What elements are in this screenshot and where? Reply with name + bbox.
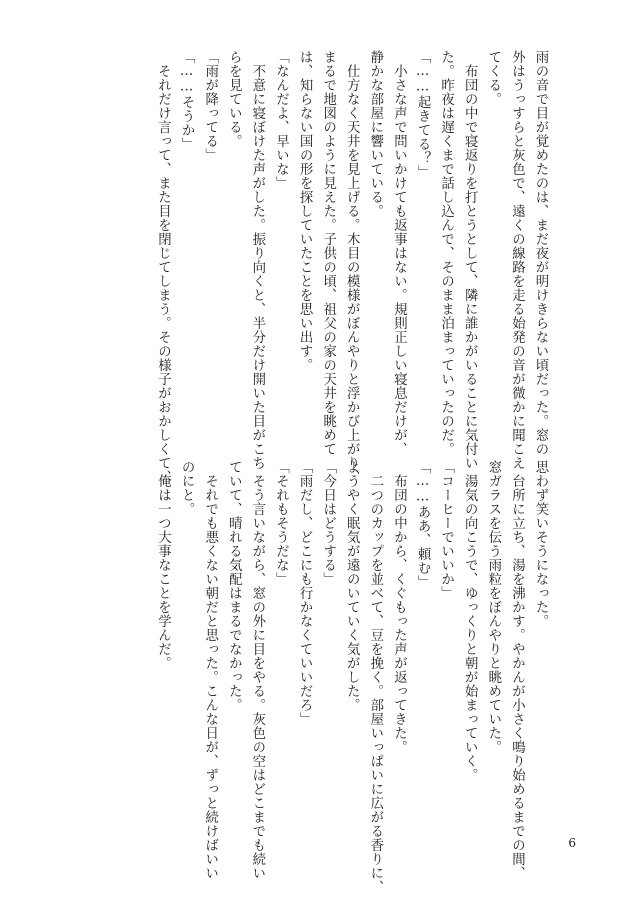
- text-line: 俺は一つ大事なことを学んだ。: [155, 460, 171, 670]
- text-line: 静かな部屋に響いている。: [367, 50, 383, 218]
- text-block-top: [151, 50, 552, 484]
- text-line: それでも悪くない朝だと思った。こんな日が、ずっと続けばいい: [202, 460, 218, 880]
- text-line: 「……そうか」: [179, 50, 195, 152]
- text-line: 「コーヒーでいいか」: [438, 460, 454, 600]
- text-line: 小さな声で問いかけても返事はない。規則正しい寝息だけが、: [391, 50, 407, 456]
- text-line: た。昨夜は遅くまで話し込んで、そのまま泊まっていったのだ。: [438, 50, 454, 456]
- text-line: 外はうっすらと灰色で、遠くの線路を走る始発の音が微かに聞こえ: [509, 50, 525, 470]
- text-line: 仕方なく天井を見上げる。木目の模様がぼんやりと浮かび上がり、: [344, 50, 360, 484]
- text-line: 二つのカップを並べて、豆を挽く。部屋いっぱいに広がる香りに、: [367, 460, 383, 894]
- text-line: 不意に寝ぼけた声がした。振り向くと、半分だけ開いた目がこち: [249, 50, 265, 470]
- page-number: 6: [568, 836, 576, 850]
- text-line: 雨の音で目が覚めたのは、まだ夜が明けきらない頃だった。窓の: [533, 50, 548, 456]
- text-line: 「それもそうだな」: [273, 460, 289, 586]
- text-block-bottom: [151, 460, 552, 894]
- text-line: ようやく眠気が遠のいていく気がした。: [344, 460, 360, 712]
- text-line: 「なんだよ、早いな」: [273, 50, 289, 190]
- text-line: のにと。: [179, 460, 195, 516]
- text-line: それだけ言って、また目を閉じてしまう。その様子がおかしくて、: [155, 50, 171, 484]
- text-line: 窓ガラスを伝う雨粒をぼんやりと眺めていた。: [485, 460, 501, 754]
- text-line: てくる。: [485, 50, 501, 106]
- text-line: 「雨が降ってる」: [202, 50, 218, 162]
- text-line: 「……ああ、頼む」: [415, 460, 431, 590]
- text-line: 「雨だし、どこにも行かなくていいだろ」: [297, 460, 313, 726]
- text-line: 「今日はどうする」: [320, 460, 336, 586]
- text-line: 布団の中から、くぐもった声が返ってきた。: [391, 460, 407, 754]
- text-line: 思わず笑いそうになった。: [533, 460, 548, 628]
- text-line: まるで地図のように見えた。子供の頃、祖父の家の天井を眺めて: [320, 50, 336, 456]
- text-line: 台所に立ち、湯を沸かす。やかんが小さく鳴り始めるまでの間、: [509, 460, 525, 880]
- text-line: 「……起きてる？」: [415, 50, 431, 180]
- text-line: そう言いながら、窓の外に目をやる。灰色の空はどこまでも続い: [249, 460, 265, 880]
- text-line: らを見ている。: [226, 50, 242, 148]
- text-line: 布団の中で寝返りを打とうとして、隣に誰かがいることに気付い: [462, 50, 478, 470]
- text-line: 湯気の向こうで、ゆっくりと朝が始まっていく。: [462, 460, 478, 782]
- text-line: ていて、晴れる気配はまるでなかった。: [226, 460, 242, 712]
- text-line: は、知らない国の形を探していたことを思い出す。: [297, 50, 313, 372]
